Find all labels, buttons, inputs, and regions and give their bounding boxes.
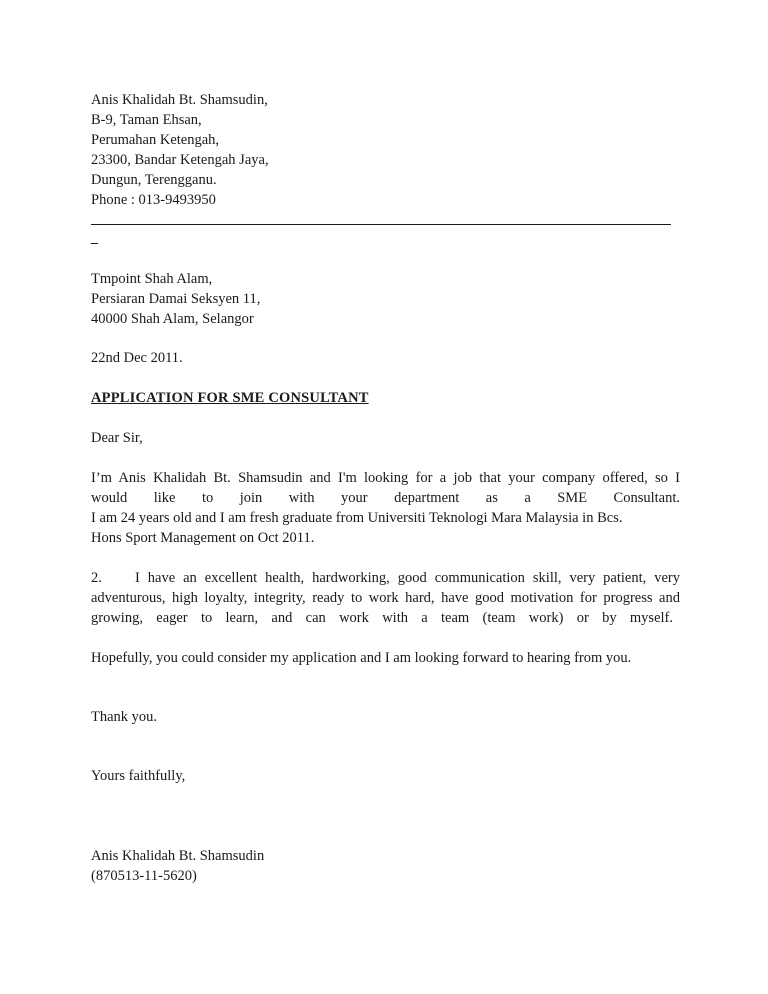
letter-date: 22nd Dec 2011. [91,350,183,366]
sender-phone: Phone : 013-9493950 [91,192,216,208]
header-divider [91,224,671,225]
paragraph-1 [91,468,680,548]
paragraph-line [91,568,680,588]
paragraph-text: I have an excellent health, hardworking, good communication skill, very patient, very [135,570,680,586]
thanks-text: Thank you. [91,709,158,725]
closing-text: Yours faithfully, [91,768,186,784]
recipient-line: Tmpoint Shah Alam, [91,271,213,287]
recipient-block [91,269,679,329]
salutation: Dear Sir, [91,430,143,446]
paragraph-number: 2. [91,570,102,586]
paragraph-line: Hopefully, you could consider my application and I am looking forward to hearing from you. [91,650,632,666]
paragraph-line: Hons Sport Management on Oct 2011. [91,530,315,546]
paragraph-line: I’m Anis Khalidah Bt. Shamsudin and I'm looking for a job that your company offered, so I [91,470,680,486]
sender-name: Anis Khalidah Bt. Shamsudin, [91,92,268,108]
sender-address-line: B-9, Taman Ehsan, [91,112,202,128]
paragraph-line: would like to join with your department as a SME Consultant. [91,490,680,506]
recipient-line: 40000 Shah Alam, Selangor [91,311,254,327]
subject-block [91,388,679,408]
sender-address-line: Perumahan Ketengah, [91,132,220,148]
recipient-line: Persiaran Damai Seksyen 11, [91,291,261,307]
sender-block [91,90,679,210]
sender-address-line: 23300, Bandar Ketengah Jaya, [91,152,269,168]
salutation-block [91,428,679,448]
header-divider-stub [91,243,98,244]
paragraph-line: adventurous, high loyalty, integrity, ready to work hard, have good motivation for progress and [91,590,680,606]
signature-name: Anis Khalidah Bt. Shamsudin [91,848,265,864]
signature-block [91,846,679,886]
sender-address-line: Dungun, Terengganu. [91,172,217,188]
letter-subject: APPLICATION FOR SME CONSULTANT [91,390,369,406]
closing-block [91,766,679,786]
paragraph-2 [91,568,680,628]
paragraph-line: I am 24 years old and I am fresh graduate from Universiti Teknologi Mara Malaysia in Bcs. [91,510,623,526]
paragraph-line: growing, eager to learn, and can work with a team (team work) or by myself. [91,610,673,626]
signature-ic: (870513-11-5620) [91,868,197,884]
paragraph-3 [91,648,679,668]
thanks-block [91,707,679,727]
date-block [91,348,679,368]
